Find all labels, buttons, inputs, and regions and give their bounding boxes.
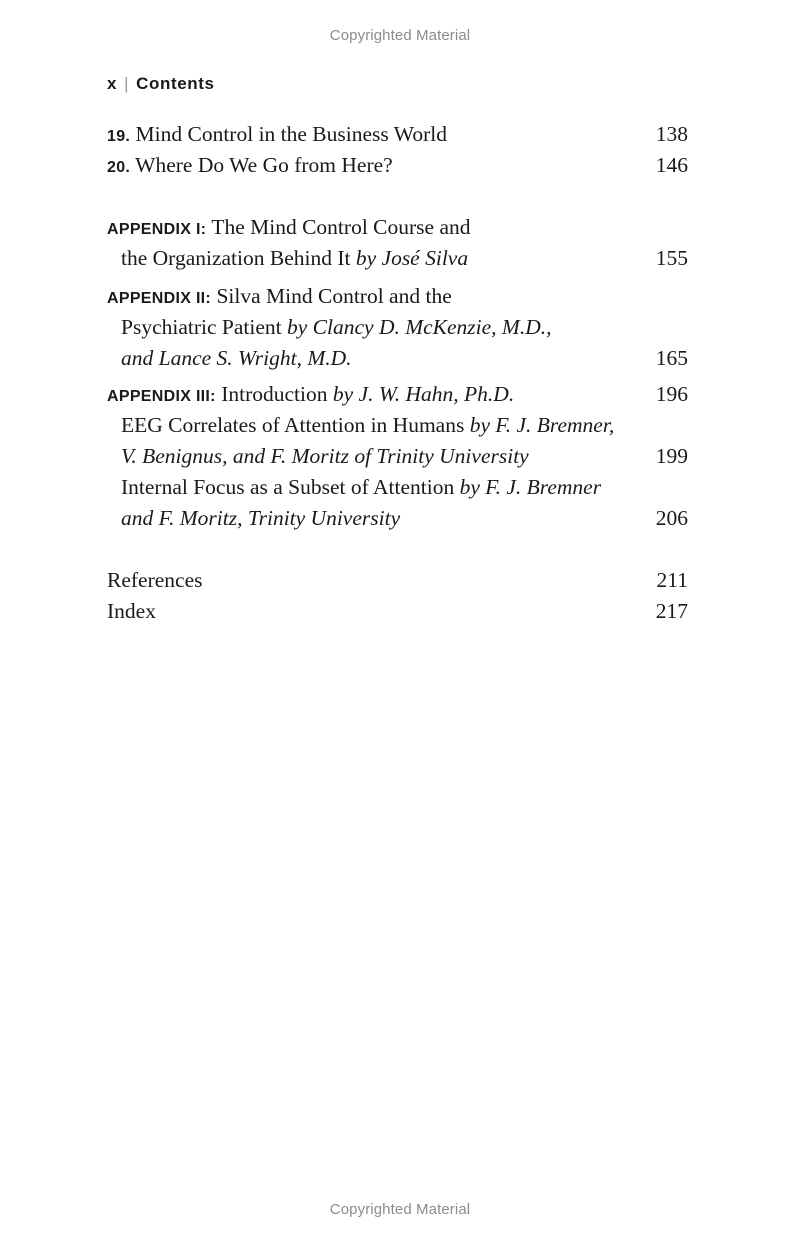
section-title: Internal Focus as a Subset of Attention [121,475,455,499]
page-number: 155 [655,246,688,270]
page-number: 196 [655,382,688,406]
appendix-label: APPENDIX I: [107,221,207,238]
appendix-3-eeg-line-1 [121,411,688,439]
appendix-author: by José Silva [355,246,469,270]
entry-title: Index [107,599,156,623]
appendix-2-line-3 [121,344,688,372]
appendix-label: APPENDIX II: [107,290,212,307]
chapter-number: 20. [107,159,131,176]
section-title: EEG Correlates of Attention in Humans [121,413,465,437]
section-author-continued: V. Benignus, and F. Moritz of Trinity University [121,444,529,468]
section-title: Introduction [221,382,328,406]
appendix-3-focus-line-2 [121,504,688,532]
appendix-2-line-1 [107,282,688,310]
chapter-title: Mind Control in the Business World [135,122,447,146]
appendix-title: Silva Mind Control and the [216,284,452,308]
copyright-watermark-top: Copyrighted Material [329,27,471,44]
appendix-title-continued: the Organization Behind It [121,246,351,270]
appendix-title-continued: Psychiatric Patient [121,315,282,339]
header-separator: | [124,74,130,93]
running-head [107,74,215,94]
page-number: 217 [655,599,688,623]
copyright-watermark-bottom: Copyrighted Material [329,1201,471,1218]
appendix-label: APPENDIX III: [107,388,216,405]
header-title: Contents [136,74,215,93]
page-number: 165 [655,346,688,370]
page-number: 199 [655,444,688,468]
chapter-20-entry[interactable] [107,151,688,179]
appendix-1-line-1 [107,213,688,241]
section-author: by F. J. Bremner [459,475,602,499]
appendix-author: by Clancy D. McKenzie, M.D., [287,315,552,339]
chapter-title: Where Do We Go from Here? [135,153,393,177]
chapter-19-entry[interactable] [107,120,688,148]
appendix-2-line-2 [121,313,688,341]
chapter-number: 19. [107,128,131,145]
page-folio: x [107,74,118,93]
appendix-3-introduction [107,380,688,408]
page-number: 146 [655,153,688,177]
section-author: by F. J. Bremner, [469,413,615,437]
appendix-title: The Mind Control Course and [211,215,471,239]
appendix-3-focus-line-1 [121,473,688,501]
page-number: 138 [655,122,688,146]
index-entry[interactable] [107,597,688,625]
entry-title: References [107,568,203,592]
appendix-author-continued: and Lance S. Wright, M.D. [121,346,352,370]
references-entry[interactable] [107,566,688,594]
section-author-continued: and F. Moritz, Trinity University [121,506,401,530]
page-number: 211 [656,568,688,592]
section-author: by J. W. Hahn, Ph.D. [332,382,515,406]
page-number: 206 [655,506,688,530]
appendix-1-line-2 [121,244,688,272]
appendix-3-eeg-line-2 [121,442,688,470]
